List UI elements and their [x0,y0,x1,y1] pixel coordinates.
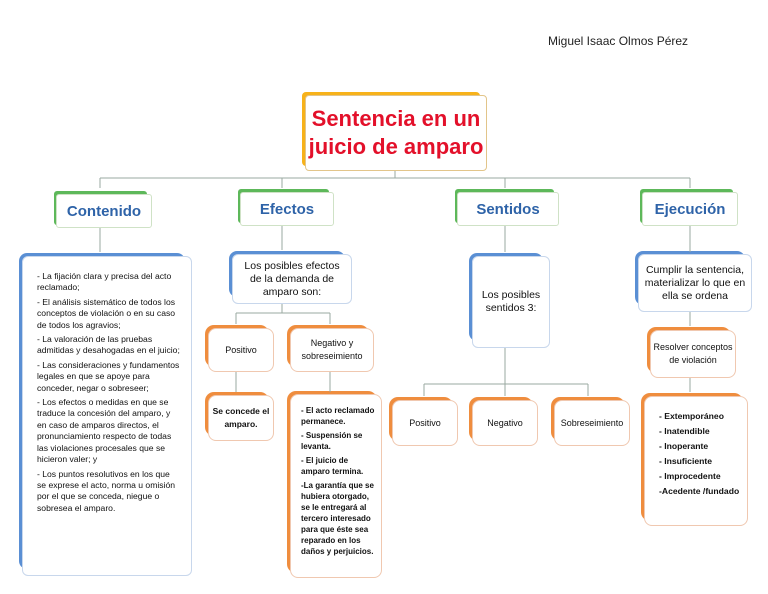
contenido-list [23,257,191,514]
negativo-item: - El acto reclamado permanece. [301,406,375,426]
contenido-item: - La fijación clara y precisa del acto reclamado; [37,271,172,293]
header-contenido [56,194,152,228]
contenido-item: - El análisis sistemático de todos los conceptos de violación o en su caso de todos los agravios; [37,296,176,330]
ejecucion-intro-box [638,254,752,312]
efectos-negativo-box [290,328,374,372]
sentidos-intro-box [472,256,550,348]
header-contenido-label: Contenido [66,202,142,220]
header-ejecucion [642,192,738,226]
ejecucion-list [645,397,747,499]
ejecucion-item: - Inoperante [659,441,709,451]
efectos-intro-box [232,254,352,304]
sentidos-sobreseimiento-box [554,400,630,446]
author-name: Miguel Isaac Olmos Pérez [548,34,689,48]
main-title-box [305,95,487,171]
efectos-negativo-list-box [290,394,382,578]
header-sentidos-label: Sentidos [476,200,540,218]
sentidos-negativo: Negativo [487,417,523,428]
efectos-positivo-result-box [208,395,274,441]
header-sentidos [457,192,559,226]
efectos-positivo: Positivo [225,344,257,355]
contenido-item: - Las consideraciones y fundamentos legales en que se apoye para conceder, negar o sobreseer; [37,359,180,393]
ejecucion-item: - Insuficiente [659,456,713,466]
efectos-positivo-box [208,328,274,372]
sentidos-positivo: Positivo [409,417,441,428]
header-ejecucion-label: Ejecución [654,200,726,218]
efectos-intro: Los posibles efectos de la demanda de amparo son: [244,259,340,298]
main-title: Sentencia en un juicio de amparo [308,106,484,159]
negativo-item: -La garantía que se hubiera otorgado, se le entregará al tercero interesado para que éste sea reparado en los daños y perjuicios. [301,481,374,556]
ejecucion-item: -Acedente /fundado [659,486,740,496]
sentidos-intro: Los posibles sentidos 3: [481,289,541,314]
negativo-item: - Suspensión se levanta. [301,431,363,451]
contenido-box [22,256,192,576]
contenido-item: - Los efectos o medidas en que se traduce la concesión del amparo, y en caso de amparos directos, el pronunciamiento respecto de todas las violaciones procesales que se hicieron valer; y [37,397,172,465]
ejecucion-step: Resolver conceptos de violación [653,342,733,365]
ejecucion-step-box [650,330,736,378]
ejecucion-item: - Extemporáneo [659,411,724,421]
contenido-item: - La valoración de las pruebas admitidas y desahogadas en el juicio; [37,334,180,356]
ejecucion-item: - Improcedente [659,471,721,481]
ejecucion-intro: Cumplir la sentencia, materializar lo que en ella se ordena [644,263,746,302]
ejecucion-item: - Inatendible [659,426,710,436]
sentidos-negativo-box [472,400,538,446]
efectos-positivo-result: Se concede el amparo. [212,406,270,429]
efectos-negativo: Negativo y sobreseimiento [301,338,363,361]
sentidos-positivo-box [392,400,458,446]
header-efectos-label: Efectos [259,200,315,218]
ejecucion-list-box [644,396,748,526]
header-efectos [240,192,334,226]
negativo-item: - El juicio de amparo termina. [301,456,364,476]
efectos-negativo-list [291,395,381,557]
contenido-item: - Los puntos resolutivos en los que se exprese el acto, norma u omisión por el que se conceda, niegue o sobresea el amparo. [37,468,176,513]
sentidos-sobreseimiento: Sobreseimiento [560,417,624,428]
